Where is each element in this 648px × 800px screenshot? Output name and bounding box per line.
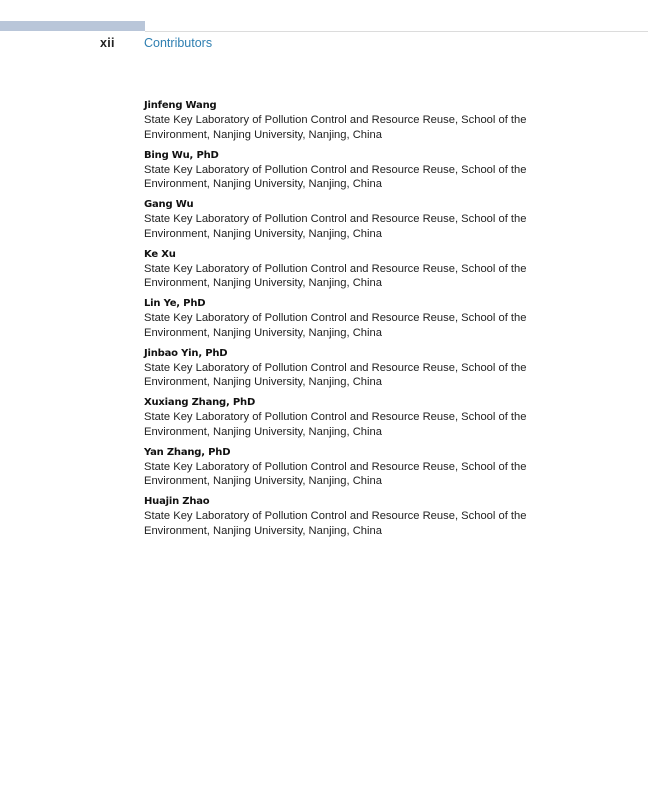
page-number: xii (100, 36, 115, 50)
contributor-name: Lin Ye, PhD (144, 298, 206, 309)
contributor-affiliation: State Key Laboratory of Pollution Control and Resource Reuse, School of the Environment, Nanjing University, Nanjing, China (144, 411, 527, 438)
contributor-name: Jinbao Yin, PhD (144, 347, 228, 359)
contributor-affiliation: State Key Laboratory of Pollution Control and Resource Reuse, School of the Environment, Nanjing University, Nanjing, China (144, 460, 527, 487)
contributor-affiliation: State Key Laboratory of Pollution Control and Resource Reuse, School of the Environment, Nanjing University, Nanjing, China (144, 114, 527, 141)
contributor-entry (144, 198, 536, 241)
contributor-affiliation: State Key Laboratory of Pollution Control and Resource Reuse, School of the Environment, Nanjing University, Nanjing, China (144, 213, 527, 240)
header-rule (145, 31, 648, 32)
contributor-name: Jinfeng Wang (144, 100, 217, 111)
contributor-affiliation: State Key Laboratory of Pollution Control and Resource Reuse, School of the Environment, Nanjing University, Nanjing, China (144, 312, 527, 339)
contributor-entry (144, 495, 536, 538)
contributor-name: Xuxiang Zhang, PhD (144, 397, 256, 408)
contributor-affiliation: State Key Laboratory of Pollution Control and Resource Reuse, School of the Environment, Nanjing University, Nanjing, China (144, 361, 527, 388)
contributor-entry (144, 297, 536, 340)
contributor-entry (144, 347, 536, 390)
contributor-name: Yan Zhang, PhD (144, 446, 231, 458)
contributor-entry (144, 446, 536, 489)
contributor-affiliation: State Key Laboratory of Pollution Control and Resource Reuse, School of the Environment, Nanjing University, Nanjing, China (144, 262, 527, 289)
contributor-entry (144, 99, 536, 142)
contributor-affiliation: State Key Laboratory of Pollution Control and Resource Reuse, School of the Environment, Nanjing University, Nanjing, China (144, 163, 527, 190)
contributor-entry (144, 248, 536, 291)
contributor-entry (144, 149, 536, 192)
header-accent-bar (0, 21, 145, 31)
running-title: Contributors (144, 36, 213, 50)
contributor-name: Huajin Zhao (144, 496, 210, 507)
contributors-list (144, 99, 536, 545)
contributor-entry (144, 396, 536, 439)
contributor-name: Bing Wu, PhD (144, 149, 219, 161)
contributor-affiliation: State Key Laboratory of Pollution Control and Resource Reuse, School of the Environment, Nanjing University, Nanjing, China (144, 510, 527, 537)
contributor-name: Ke Xu (144, 248, 176, 260)
contributor-name: Gang Wu (144, 199, 194, 210)
